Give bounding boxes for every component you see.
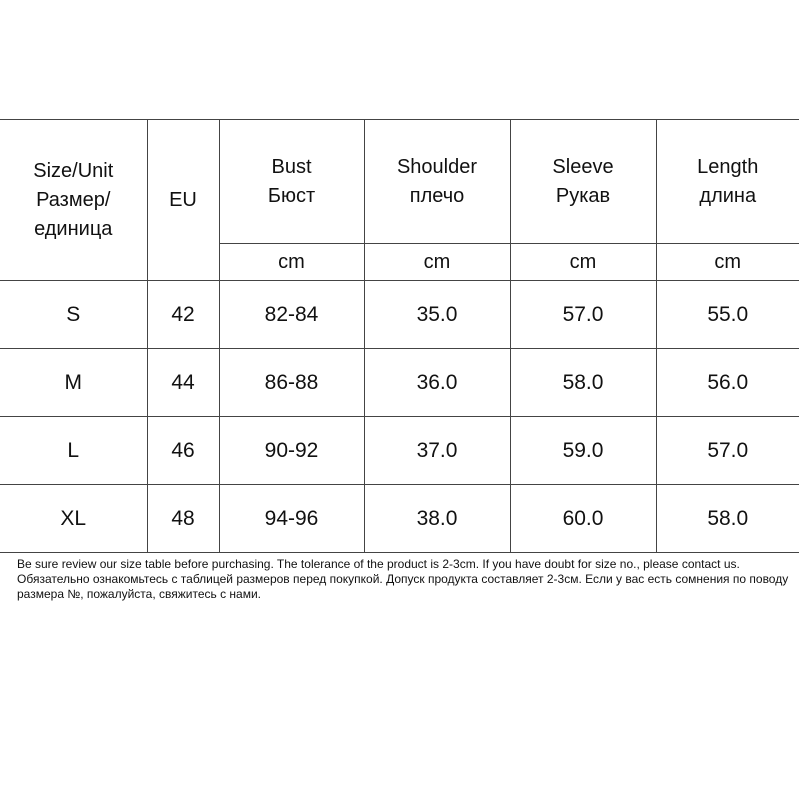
cell-bust: 94-96 bbox=[219, 485, 364, 553]
header-row bbox=[0, 120, 799, 244]
cell-shoulder: 35.0 bbox=[364, 281, 510, 349]
header-sleeve: Sleeve Рукав bbox=[510, 120, 656, 244]
cell-eu: 46 bbox=[147, 417, 219, 485]
note-russian: Обязательно ознакомьтесь с таблицей размеров перед покупкой. Допуск продукта составляет 2-3см. Если у вас есть сомнения по поводу размера №, пожалуйста, свяжитесь с нами. bbox=[17, 572, 789, 601]
header-length: Length длина bbox=[656, 120, 799, 244]
cell-sleeve: 60.0 bbox=[510, 485, 656, 553]
note-english: Be sure review our size table before purchasing. The tolerance of the product is 2-3cm. If you have doubt for size no., please contact us. bbox=[17, 557, 740, 571]
cell-size: S bbox=[0, 281, 147, 349]
size-chart-table bbox=[0, 119, 799, 553]
unit-bust: cm bbox=[219, 244, 364, 281]
cell-eu: 48 bbox=[147, 485, 219, 553]
cell-length: 57.0 bbox=[656, 417, 799, 485]
cell-length: 55.0 bbox=[656, 281, 799, 349]
cell-size: M bbox=[0, 349, 147, 417]
table-row bbox=[0, 485, 799, 553]
cell-size: XL bbox=[0, 485, 147, 553]
cell-sleeve: 57.0 bbox=[510, 281, 656, 349]
cell-length: 58.0 bbox=[656, 485, 799, 553]
cell-bust: 86-88 bbox=[219, 349, 364, 417]
cell-shoulder: 37.0 bbox=[364, 417, 510, 485]
unit-shoulder: cm bbox=[364, 244, 510, 281]
cell-sleeve: 59.0 bbox=[510, 417, 656, 485]
cell-shoulder: 36.0 bbox=[364, 349, 510, 417]
cell-bust: 82-84 bbox=[219, 281, 364, 349]
table-row bbox=[0, 417, 799, 485]
table-row bbox=[0, 281, 799, 349]
table-row bbox=[0, 349, 799, 417]
header-shoulder: Shoulder плечо bbox=[364, 120, 510, 244]
unit-sleeve: cm bbox=[510, 244, 656, 281]
cell-size: L bbox=[0, 417, 147, 485]
unit-length: cm bbox=[656, 244, 799, 281]
cell-sleeve: 58.0 bbox=[510, 349, 656, 417]
header-bust: Bust Бюст bbox=[219, 120, 364, 244]
cell-eu: 44 bbox=[147, 349, 219, 417]
header-size-unit: Size/Unit Размер/ единица bbox=[0, 120, 147, 281]
cell-bust: 90-92 bbox=[219, 417, 364, 485]
cell-eu: 42 bbox=[147, 281, 219, 349]
cell-shoulder: 38.0 bbox=[364, 485, 510, 553]
size-disclaimer-note bbox=[17, 557, 797, 602]
header-eu: EU bbox=[147, 120, 219, 281]
cell-length: 56.0 bbox=[656, 349, 799, 417]
